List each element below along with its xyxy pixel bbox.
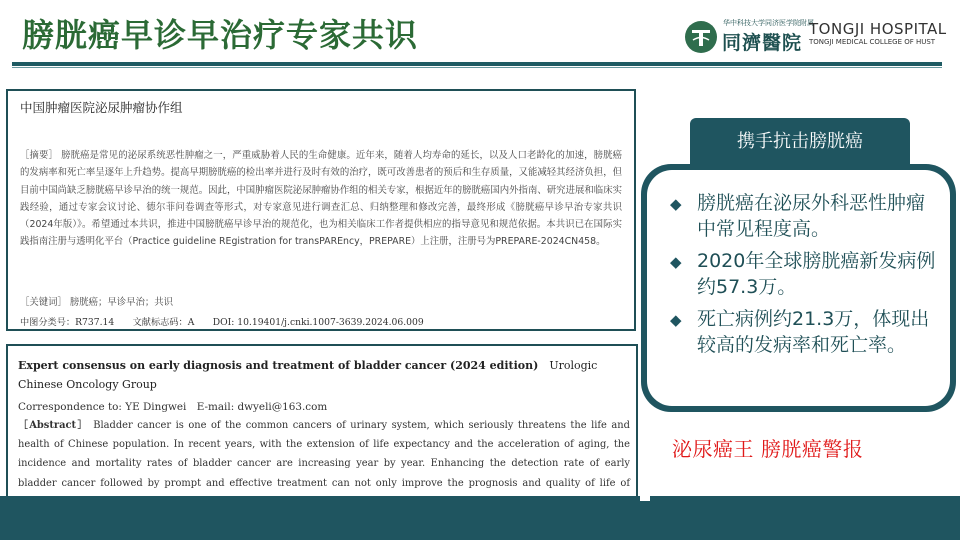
bullet-text: 死亡病例约21.3万，体现出较高的发病率和死亡率。 [697,308,930,356]
diamond-bullet-icon: ◆ [670,195,682,213]
bullet-text: 膀胱癌在泌尿外科恶性肿瘤中常见程度高。 [697,192,926,240]
title-underline [12,62,942,66]
bullet-item [670,248,940,300]
diamond-bullet-icon: ◆ [670,253,682,271]
info-card-header: 携手抗击膀胱癌 [690,118,910,166]
bullet-text: 2020年全球膀胱癌新发病例约57.3万。 [697,250,936,298]
bullet-item [670,190,940,242]
paper-title-bold: Expert consensus on early diagnosis and treatment of bladder cancer (2024 edition) [18,359,539,372]
paper-metadata: 中图分类号：R737.14 文献标志码：A DOI: 10.19401/j.cnki.1007-3639.2024.06.009 [20,317,424,328]
logo-english-subtitle: TONGJI MEDICAL COLLEGE OF HUST [809,38,936,46]
diamond-bullet-icon: ◆ [670,311,682,329]
english-paper-excerpt [6,344,638,504]
logo-english-name: TONGJI HOSPITAL [809,20,947,38]
alert-caption: 泌尿癌王 膀胱癌警报 [672,437,864,461]
paper-keywords: ［关键词］ 膀胱癌；早诊早治；共识 [20,297,173,308]
tongji-emblem-icon [684,20,718,54]
paper-author-org: 中国肿瘤医院泌尿肿瘤协作组 [20,100,183,115]
logo-chinese-name: 同濟醫院 [722,32,803,54]
paper-edge [640,496,650,501]
abstract-label: ［Abstract］ [18,420,89,431]
bullet-list [670,190,940,364]
slide-title: 膀胱癌早诊早治疗专家共识 [22,16,419,54]
footer-band [0,496,960,540]
title-underline-thin [12,67,942,68]
logo-subtitle: 华中科技大学同济医学院附属 [723,19,814,27]
paper-title-en [18,356,628,394]
bullet-item [670,306,940,358]
chinese-paper-excerpt [6,89,636,331]
paper-abstract-cn: ［摘要］ 膀胱癌是常见的泌尿系统恶性肿瘤之一，严重威胁着人民的生命健康。近年来，随着人均寿命的延长，以及人口老龄化的加速，膀胱癌的发病率和死亡率呈逐年上升趋势。提高早期膀胱癌的检出率并进行及时有效的治疗，既可改善患者的预后和生存质量，又能减轻其经济负担，但目前中国尚缺乏膀胱癌早诊早治的统一规范。因此，中国肿瘤医院泌尿肿瘤协作组的相关专家，根据近年的膀胱癌国内外指南、研究进展和临床实践经验，通过专家会议讨论、德尔菲问卷调查等形式，对专家意见进行调查汇总、归纳整理和修改完善，最终形成《膀胱癌早诊早治专家共识（2024年版）》。希望通过本共识，推进中国膀胱癌早诊早治的规范化，也为相关临床工作者提供相应的指导意见和规范依据。本共识已在国际实践指南注册与透明化平台（Practice guideline REgistration for transPAREncy，PREPARE）上注册，注册号为PREPARE-2024CN458。 [20,150,622,248]
abstract-text: Bladder cancer is one of the common cancers of urinary system, which seriously threatens the life and health of Chinese population. In recent years, with the extension of life expectancy and the acceleration of aging, the incidence and mortality rates of bladder cancer are increasing year by year. Enhancing the detection rate of early bladder cancer followed by prompt and effective treatment can not only improve the prognosis and quality of life of [18,420,630,489]
paper-correspondence: Correspondence to: YE Dingwei E-mail: dwyeli@163.com [18,401,328,413]
paper-title-group: Urologic Chinese Oncology Group [18,359,598,391]
